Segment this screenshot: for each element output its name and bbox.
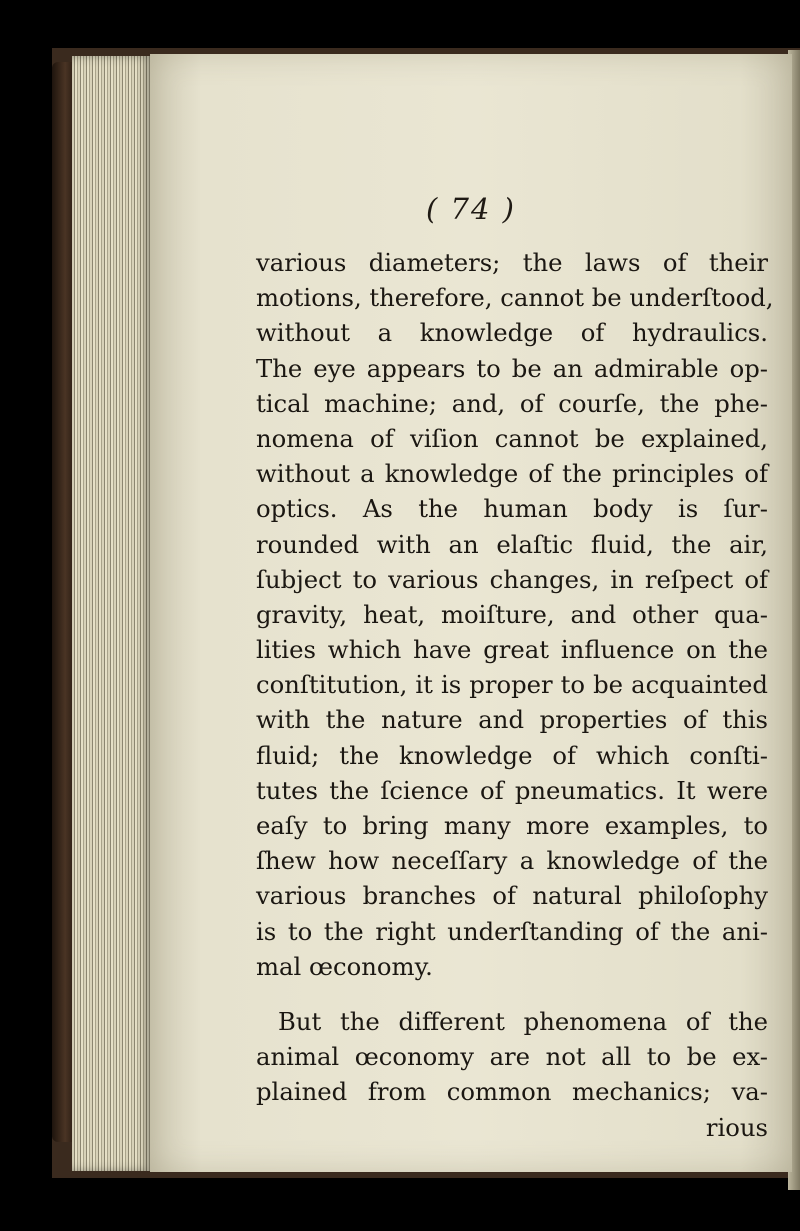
text-line: tutes the ſcience of pneumatics. It were: [256, 775, 768, 805]
paragraph-2: [256, 1004, 768, 1110]
text-line: lities which have great influence on the: [256, 635, 768, 665]
text-line: animal œconomy are not all to be ex-: [256, 1042, 768, 1072]
page-edges: [72, 56, 152, 1171]
text-line: optics. As the human body is ſur-: [256, 494, 768, 524]
text-line: plained from common mechanics; va-: [256, 1077, 768, 1107]
text-line: motions, therefore, cannot be underſtood,: [256, 283, 774, 313]
text-line: ſubject to various changes, in reſpect of: [256, 564, 768, 594]
paragraph-1: [256, 245, 774, 984]
text-line: fluid; the knowledge of which conſti-: [256, 740, 768, 770]
text-line: gravity, heat, moiſture, and other qua-: [256, 599, 768, 629]
text-line: rounded with an elaſtic fluid, the air,: [256, 529, 768, 559]
text-line: various branches of natural philoſophy: [256, 881, 768, 911]
text-line: without a knowledge of the principles of: [256, 459, 768, 489]
text-line: without a knowledge of hydraulics.: [256, 318, 768, 348]
text-line: The eye appears to be an admirable op-: [256, 353, 768, 383]
book-page: [150, 54, 792, 1172]
text-line: tical machine; and, of courſe, the phe-: [256, 388, 768, 418]
catchword: rious: [705, 1112, 768, 1142]
paragraph-gap: [256, 984, 768, 1004]
text-line: with the nature and properties of this: [256, 705, 768, 735]
text-line: ſhew how neceſſary a knowledge of the: [256, 846, 768, 876]
text-line: But the different phenomena of the: [278, 1006, 768, 1036]
text-line: various diameters; the laws of their: [256, 248, 768, 277]
text-line: nomena of viſion cannot be explained,: [256, 423, 768, 453]
text-line: mal œconomy.: [256, 951, 433, 981]
text-line: eaſy to bring many more examples, to: [256, 811, 768, 840]
page-number: ( 74 ): [426, 192, 516, 226]
text-line: conſtitution, it is proper to be acquainted: [256, 670, 768, 700]
text-line: is to the right underſtanding of the ani-: [256, 916, 768, 946]
book-cover-edge: [52, 62, 74, 1142]
body-text: [256, 245, 774, 1145]
